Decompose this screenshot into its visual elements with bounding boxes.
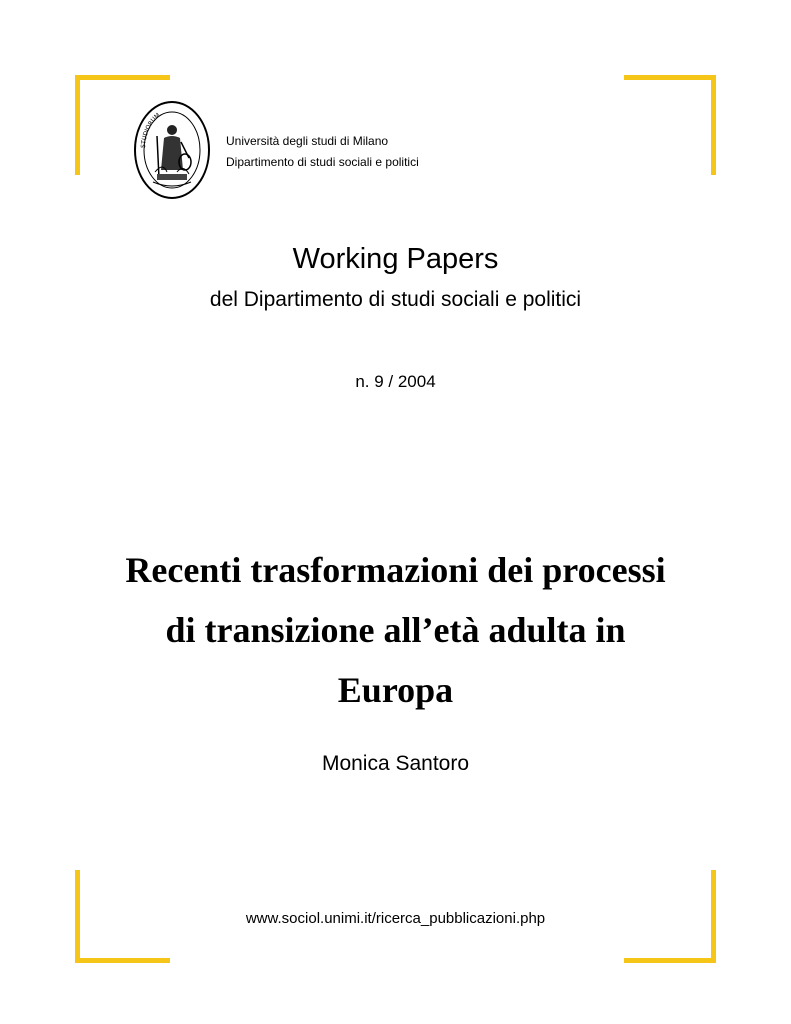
corner-bracket-bottom-right (624, 958, 716, 963)
university-name: Università degli studi di Milano (226, 134, 389, 148)
corner-bracket-bottom-left (75, 958, 170, 963)
corner-bracket-top-left (75, 75, 80, 175)
author-name: Monica Santoro (321, 752, 470, 775)
series-subtitle: del Dipartimento di studi sociali e politici (209, 288, 582, 311)
institution-block (226, 131, 419, 173)
corner-bracket-top-right (624, 75, 716, 80)
series-title: Working Papers (292, 243, 499, 275)
seal-text: STUDIORUM (140, 111, 162, 149)
website-link[interactable]: www.sociol.unimi.it/ricerca_pubblicazioni.php (245, 910, 546, 927)
department-name: Dipartimento di studi sociali e politici (226, 155, 419, 169)
university-seal-icon (133, 100, 211, 200)
corner-bracket-top-left (75, 75, 170, 80)
issue-number: n. 9 / 2004 (355, 372, 436, 391)
paper-title-line: Europa (337, 670, 454, 710)
paper-title-line: Recenti trasformazioni dei processi (125, 550, 666, 590)
corner-bracket-top-right (711, 75, 716, 175)
paper-title-line: di transizione all’età adulta in (165, 610, 626, 650)
paper-title (0, 540, 791, 720)
